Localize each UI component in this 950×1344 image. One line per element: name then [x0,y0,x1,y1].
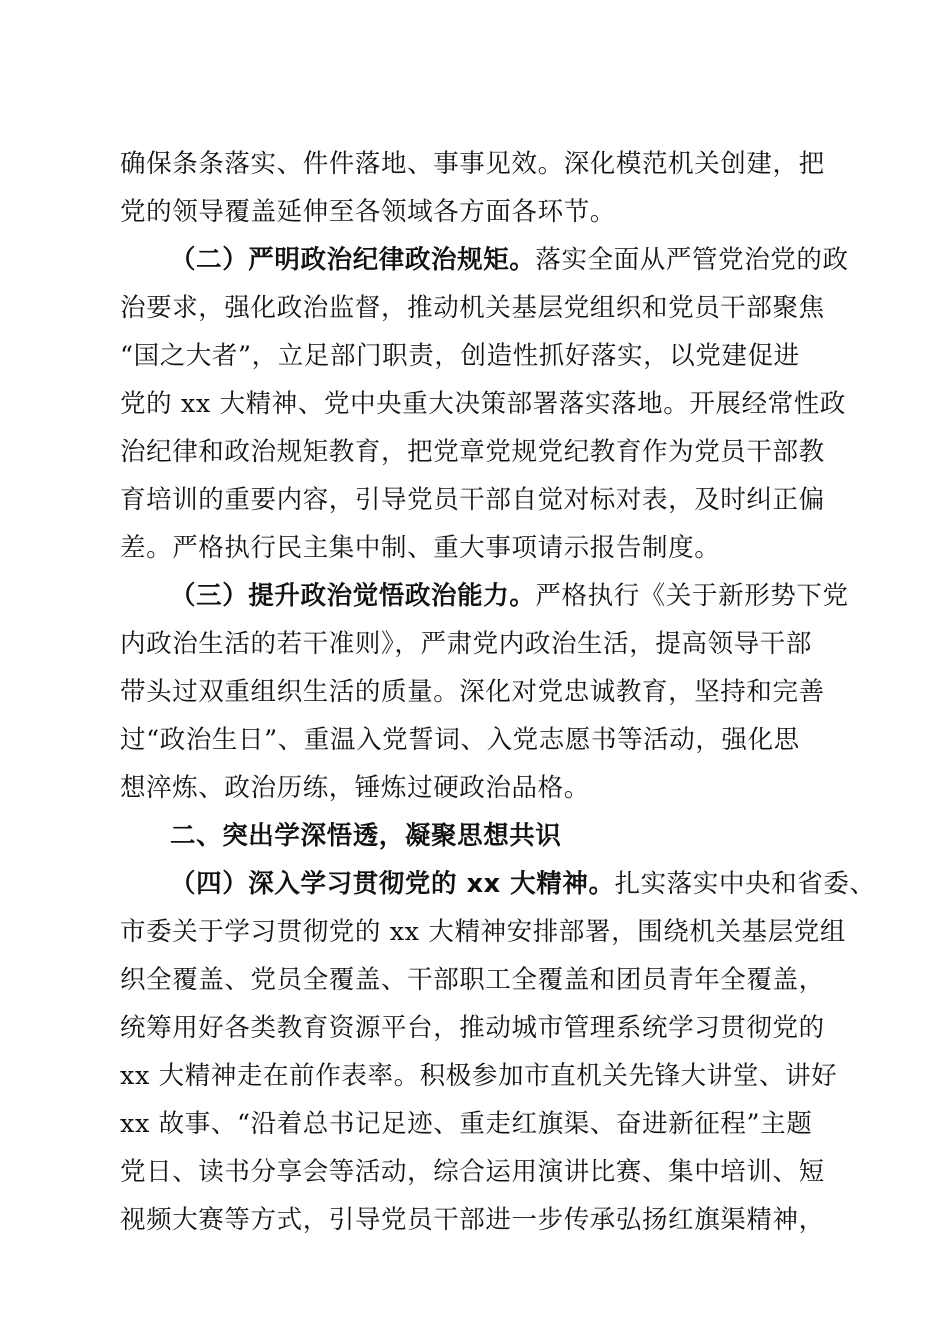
paragraph-line: 视频大赛等方式，引导党员干部进一步传承弘扬红旗渠精神， [120,1205,825,1235]
paragraph-line: 党日、读书分享会等活动，综合运用演讲比赛、集中培训、短 [120,1157,825,1187]
paragraph-line: 党的领导覆盖延伸至各领域各方面各环节。 [120,197,616,227]
paragraph-line: 带头过双重组织生活的质量。深化对党忠诚教育，坚持和完善 [120,677,825,707]
paragraph-first-rest: 落实全面从严管党治党的政 [535,245,849,275]
paragraph-line: 想淬炼、政治历练，锤炼过硬政治品格。 [120,773,590,803]
paragraph-lead: （三）提升政治觉悟政治能力。 [170,581,536,611]
paragraph-line: 党的 xx 大精神、党中央重大决策部署落实落地。开展经常性政 [120,389,846,419]
paragraph-line: 育培训的重要内容，引导党员干部自觉对标对表，及时纠正偏 [120,485,825,515]
paragraph-line: 治纪律和政治规矩教育，把党章党规党纪教育作为党员干部教 [120,437,825,467]
paragraph-line: 差。严格执行民主集中制、重大事项请示报告制度。 [120,533,721,563]
paragraph-line: “国之大者”，立足部门职责，创造性抓好落实，以党建促进 [120,341,800,371]
paragraph-line: xx 大精神走在前作表率。积极参加市直机关先锋大讲堂、讲好 [120,1061,838,1091]
paragraph-first-rest: 扎实落实中央和省委、 [614,869,876,899]
paragraph-line: 市委关于学习贯彻党的 xx 大精神安排部署，围绕机关基层党组 [120,917,846,947]
paragraph-lead: （二）严明政治纪律政治规矩。 [170,245,536,275]
paragraph-line: 织全覆盖、党员全覆盖、干部职工全覆盖和团员青年全覆盖， [120,965,825,995]
paragraph-line: xx 故事、“沿着总书记足迹、重走红旗渠、奋进新征程”主题 [120,1109,813,1139]
paragraph-first-line [170,860,876,908]
paragraph-first-line [170,572,849,620]
paragraph-line: 统筹用好各类教育资源平台，推动城市管理系统学习贯彻党的 [120,1013,825,1043]
paragraph-line: 内政治生活的若干准则》，严肃党内政治生活，提高领导干部 [120,629,812,659]
paragraph-line: 过“政治生日”、重温入党誓词、入党志愿书等活动，强化思 [120,725,800,755]
paragraph-first-line [170,236,849,284]
section-heading: 二、突出学深悟透，凝聚思想共识 [170,821,562,851]
paragraph-lead: （四）深入学习贯彻党的 xx 大精神。 [170,869,615,899]
paragraph-line: 确保条条落实、件件落地、事事见效。深化模范机关创建，把 [120,149,825,179]
paragraph-first-rest: 严格执行《关于新形势下党 [535,581,849,611]
paragraph-line: 治要求，强化政治监督，推动机关基层党组织和党员干部聚焦 [120,293,825,323]
